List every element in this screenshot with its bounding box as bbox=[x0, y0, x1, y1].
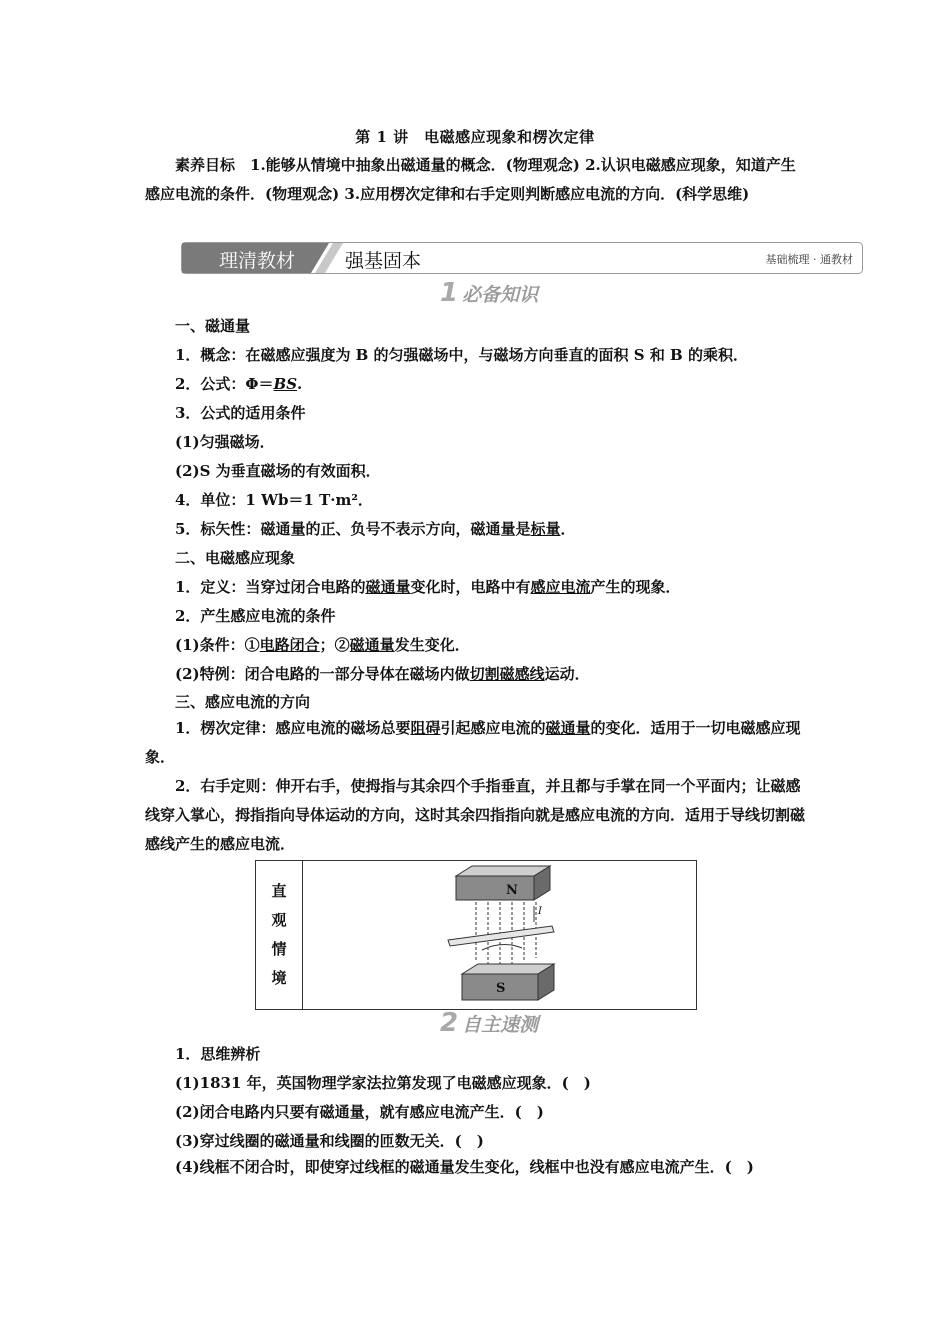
flux-item-3: 3．公式的适用条件 bbox=[175, 404, 306, 422]
dir-heading: 三、感应电流的方向 bbox=[175, 693, 311, 711]
flux5-answer: 标量 bbox=[530, 520, 561, 538]
section-banner bbox=[181, 242, 863, 274]
em-item-2: 2．产生感应电流的条件 bbox=[175, 607, 336, 625]
banner-right-label: 强基固本 bbox=[345, 250, 422, 272]
lesson-title: 第 1 讲 电磁感应现象和楞次定律 bbox=[355, 128, 595, 146]
quiz-item-3: (3)穿过线圈的磁通量和线圈的匝数无关．( ) bbox=[175, 1132, 484, 1150]
banner-left-label: 理清教材 bbox=[219, 250, 296, 272]
section-number: 1 bbox=[440, 278, 459, 308]
em1-answer-1: 磁通量 bbox=[365, 578, 411, 596]
banner-tag: 基础梳理 · 通教材 bbox=[765, 253, 853, 266]
flux-item-3b: (2)S 为垂直磁场的有效面积． bbox=[175, 462, 381, 480]
dir1-answer-1: 阻碍 bbox=[410, 719, 441, 737]
quiz-heading: 1．思维辨析 bbox=[175, 1045, 261, 1063]
section-number: 2 bbox=[440, 1008, 459, 1038]
section-heading-1 bbox=[440, 278, 538, 308]
em2a-suffix: 发生变化． bbox=[394, 636, 470, 654]
dir1-middle: 引起感应电流的 bbox=[440, 719, 546, 737]
flux5-suffix: ． bbox=[560, 520, 576, 538]
em-heading: 二、电磁感应现象 bbox=[175, 549, 296, 567]
flux-formula-prefix: 2．公式：Φ＝ bbox=[175, 375, 274, 393]
conductor-rod bbox=[448, 926, 554, 946]
em-item-2a bbox=[175, 635, 470, 655]
magnet-diagram bbox=[442, 862, 562, 1007]
dir1-prefix: 1．楞次定律：感应电流的磁场总要 bbox=[175, 719, 411, 737]
label-char-2: 观 bbox=[271, 911, 287, 929]
scenario-label bbox=[256, 861, 303, 1009]
em1-suffix: 产生的现象． bbox=[590, 578, 681, 596]
em2a-middle: ；② bbox=[319, 636, 350, 654]
flux-item-3a: (1)匀强磁场． bbox=[175, 433, 275, 451]
dir-item-2: 2．右手定则：伸开右手，使拇指与其余四个手指垂直，并且都与手掌在同一个平面内；让磁感线穿入掌心，拇指指向导体运动的方向，这时其余四指指向就是感应电流的方向．适用于导线切割磁感线产生的感应电流． bbox=[145, 777, 806, 853]
flux-formula-suffix: . bbox=[297, 375, 303, 393]
flux-formula-answer: BS bbox=[273, 375, 298, 393]
current-label: I bbox=[538, 906, 542, 917]
section-label: 自主速测 bbox=[462, 1014, 539, 1036]
south-pole-label: S bbox=[496, 981, 506, 996]
em2a-prefix: (1)条件：① bbox=[175, 636, 260, 654]
label-char-3: 情 bbox=[271, 940, 287, 958]
quiz-item-1: (1)1831 年，英国物理学家法拉第发现了电磁感应现象．( ) bbox=[175, 1074, 591, 1092]
dir1-answer-2: 磁通量 bbox=[545, 719, 591, 737]
label-char-1: 直 bbox=[271, 882, 287, 900]
section-label: 必备知识 bbox=[462, 284, 539, 306]
learning-goals: 素养目标 1.能够从情境中抽象出磁通量的概念．(物理观念) 2.认识电磁感应现象，知道产生感应电流的条件．(物理观念) 3.应用楞次定律和右手定则判断感应电流的方向．(科学思维) bbox=[145, 156, 796, 203]
flux-item-2 bbox=[175, 374, 302, 394]
dir1-suffix: 的变化．适用于一切电磁感应现象． bbox=[145, 719, 801, 766]
em1-answer-2: 感应电流 bbox=[530, 578, 591, 596]
em2a-answer-2: 磁通量 bbox=[349, 636, 395, 654]
em1-prefix: 1．定义：当穿过闭合电路的 bbox=[175, 578, 366, 596]
em-item-2b bbox=[175, 664, 590, 684]
em1-middle: 变化时，电路中有 bbox=[410, 578, 531, 596]
label-char-4: 境 bbox=[271, 969, 287, 987]
flux-item-1: 1．概念：在磁感应强度为 B 的匀强磁场中，与磁场方向垂直的面积 S 和 B 的乘积． bbox=[175, 346, 748, 364]
flux5-prefix: 5．标矢性：磁通量的正、负号不表示方向，磁通量是 bbox=[175, 520, 531, 538]
north-pole-label: N bbox=[506, 883, 518, 898]
scenario-table bbox=[255, 860, 697, 1010]
em2a-answer-1: 电路闭合 bbox=[259, 636, 320, 654]
flux-item-4: 4．单位：1 Wb＝1 T·m²． bbox=[175, 491, 373, 509]
flux-item-5 bbox=[175, 519, 575, 539]
em-item-1 bbox=[175, 577, 681, 597]
flux-heading: 一、磁通量 bbox=[175, 317, 251, 335]
em2b-answer: 切割磁感线 bbox=[469, 665, 545, 683]
em2b-suffix: 运动． bbox=[544, 665, 590, 683]
section-heading-2 bbox=[440, 1008, 538, 1038]
quiz-item-2: (2)闭合电路内只要有磁通量，就有感应电流产生．( ) bbox=[175, 1103, 544, 1121]
quiz-item-4: (4)线框不闭合时，即使穿过线框的磁通量发生变化，线框中也没有感应电流产生．( ) bbox=[175, 1158, 754, 1176]
dir-item-1 bbox=[145, 714, 810, 772]
em2b-prefix: (2)特例：闭合电路的一部分导体在磁场内做 bbox=[175, 665, 470, 683]
